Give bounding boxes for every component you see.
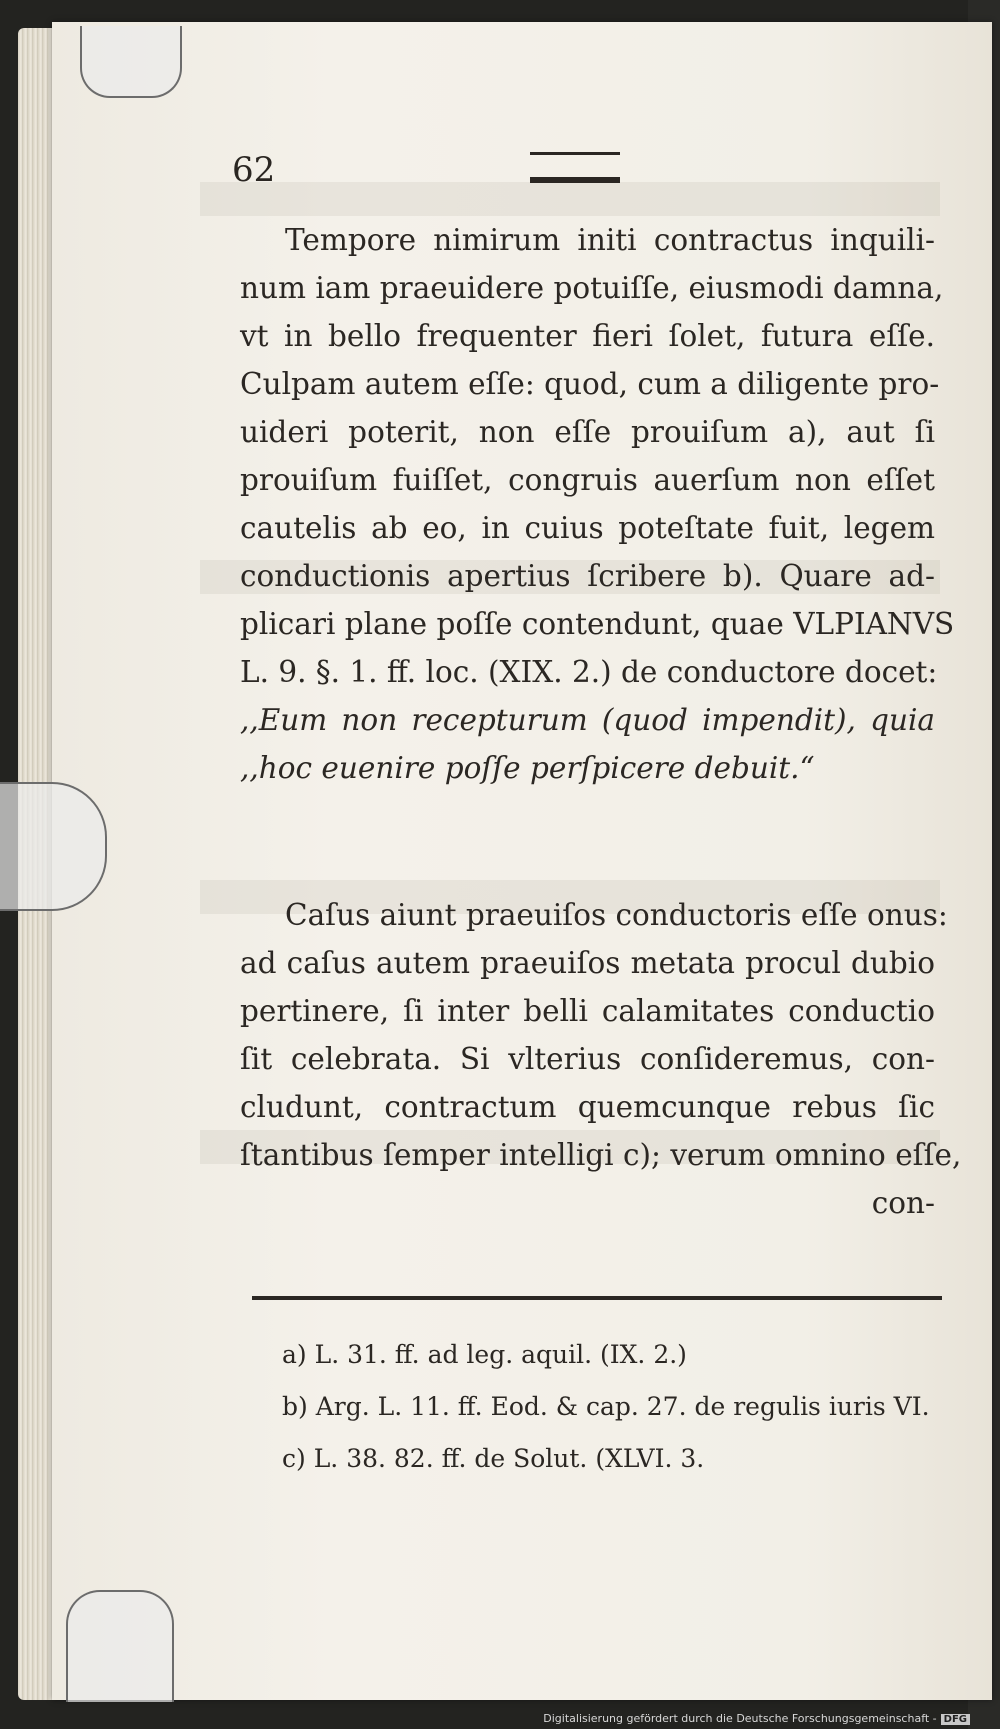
footnote-a: a) L. 31. ff. ad leg. aquil. (IX. 2.)	[282, 1340, 687, 1369]
text-line: L. 9. §. 1. ff. loc. (XIX. 2.) de conductore docet:	[240, 655, 938, 689]
dfg-logo: DFG	[941, 1714, 970, 1725]
page-clip-bottom	[66, 1590, 174, 1702]
page-clip-top	[80, 26, 182, 98]
text-line: ſtantibus ſemper intelligi c); verum omnino eſſe,	[240, 1138, 962, 1172]
text-line: num iam praeuidere potuiſſe, eiusmodi damna,	[240, 271, 944, 305]
text-line: Tempore nimirum initi contractus inquili-	[285, 223, 935, 257]
text-line: uideri poterit, non eſſe prouiſum a), aut ſi	[240, 415, 935, 449]
text-line: pertinere, ſi inter belli calamitates conductio	[240, 994, 935, 1028]
text-line: cludunt, contractum quemcunque rebus ſic	[240, 1090, 935, 1124]
page-number: 62	[232, 150, 276, 190]
text-line: conductionis apertius ſcribere b). Quare ad-	[240, 559, 935, 593]
credit-text: Digitalisierung gefördert durch die Deutsche Forschungsgemeinschaft -	[543, 1712, 937, 1725]
text-line: plicari plane poſſe contendunt, quae VLPIANVS	[240, 607, 955, 641]
text-line: Culpam autem eſſe: quod, cum a diligente pro-	[240, 367, 940, 401]
footnote-b: b) Arg. L. 11. ff. Eod. & cap. 27. de regulis iuris VI.	[282, 1392, 930, 1421]
text-line: ,,hoc euenire poſſe perſpicere debuit.“	[240, 751, 815, 785]
text-line: Caſus aiunt praeuiſos conductoris eſſe onus:	[285, 898, 948, 932]
text-line: vt in bello frequenter fieri ſolet, futura eſſe.	[240, 319, 935, 353]
text-line: ſit celebrata. Si vlterius conſideremus, con-	[240, 1042, 935, 1076]
text-line: cautelis ab eo, in cuius poteſtate fuit, legem	[240, 511, 935, 545]
catchword: con-	[871, 1186, 935, 1220]
show-through-text	[200, 182, 940, 216]
page-clip-middle	[0, 782, 107, 911]
footnote-c: c) L. 38. 82. ff. de Solut. (XLVI. 3.	[282, 1444, 705, 1473]
text-line: prouiſum fuiſſet, congruis auerſum non eſſet	[240, 463, 935, 497]
text-line: ,,Eum non recepturum (quod impendit), quia	[240, 703, 935, 737]
header-ornament	[530, 152, 620, 183]
footnote-rule	[252, 1296, 942, 1300]
text-line: ad caſus autem praeuiſos metata procul dubio	[240, 946, 935, 980]
digitization-credit	[543, 1712, 970, 1725]
